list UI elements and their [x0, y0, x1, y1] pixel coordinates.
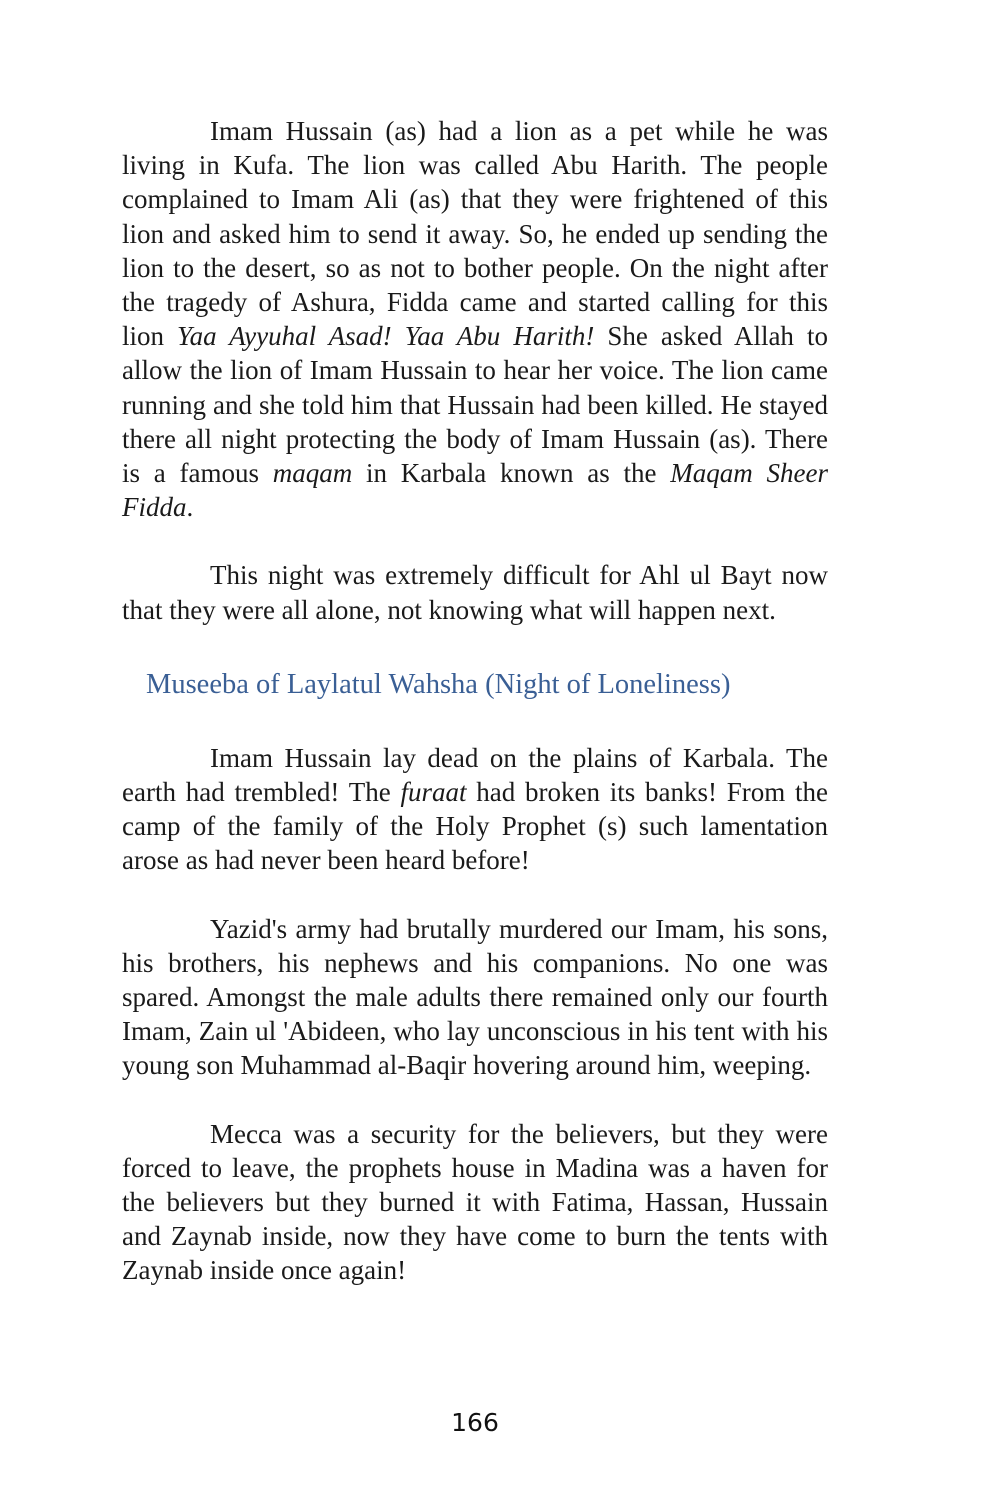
text-segment: She asked Allah to allow the lion of Imam Hussain to hear her voice. The lion came running and she told him that Hussain had been killed. He stayed there all night protecting the body of Imam Hussain (as). There is a famous	[122, 321, 828, 489]
text-segment-italic: Yaa Ayyuhal Asad! Yaa Abu Harith!	[177, 321, 595, 352]
text-segment: Imam Hussain (as) had a lion as a pet while he was living in Kufa. The lion was called Abu Harith. The people complained to Imam Ali (as) that they were frightened of this lion and asked him to send it away. So, he ended up sending the lion to the desert, so as not to bother people. On the night after the tragedy of Ashura, Fidda came and started calling for this lion	[122, 116, 828, 352]
section-heading: Museeba of Laylatul Wahsha (Night of Loneliness)	[146, 668, 731, 700]
paragraph-difficult-night	[122, 558, 828, 626]
page-number: 166	[451, 1408, 499, 1437]
text-segment-italic: Maqam Sheer Fidda	[122, 458, 828, 523]
text-segment: Imam Hussain lay dead on the plains of Karbala. The earth had trembled! The	[122, 742, 828, 808]
text-segment: had broken its banks! From the camp of the family of the Holy Prophet (s) such lamentation arose as had never been heard before!	[122, 777, 828, 876]
text-segment-italic: maqam	[272, 458, 353, 489]
paragraph-yazid-army	[122, 912, 828, 1083]
paragraph-lion-abu-harith	[122, 114, 828, 524]
page-body	[122, 114, 828, 1288]
text-segment: Mecca was a security for the believers, but they were forced to leave, the prophets house in Madina was a haven for the believers but they burned it with Fatima, Hassan, Hussain and Zaynab inside, now they have come to burn the tents with Zaynab inside once again!	[122, 1118, 828, 1286]
paragraph-karbala	[122, 741, 828, 878]
text-segment: .	[186, 492, 194, 523]
text-segment: Yazid's army had brutally murdered our Imam, his sons, his brothers, his nephews and his companions. No one was spared. Amongst the male adults there remained only our fourth Imam, Zain ul 'Abideen, who lay unconscious in his tent with his young son Muhammad al-Baqir hovering around him, weeping.	[122, 913, 828, 1081]
text-segment-italic: furaat	[400, 777, 467, 808]
paragraph-mecca	[122, 1117, 828, 1288]
text-segment: in Karbala known as the	[352, 458, 671, 489]
text-segment: This night was extremely difficult for Ahl ul Bayt now that they were all alone, not knowing what will happen next.	[122, 560, 828, 625]
